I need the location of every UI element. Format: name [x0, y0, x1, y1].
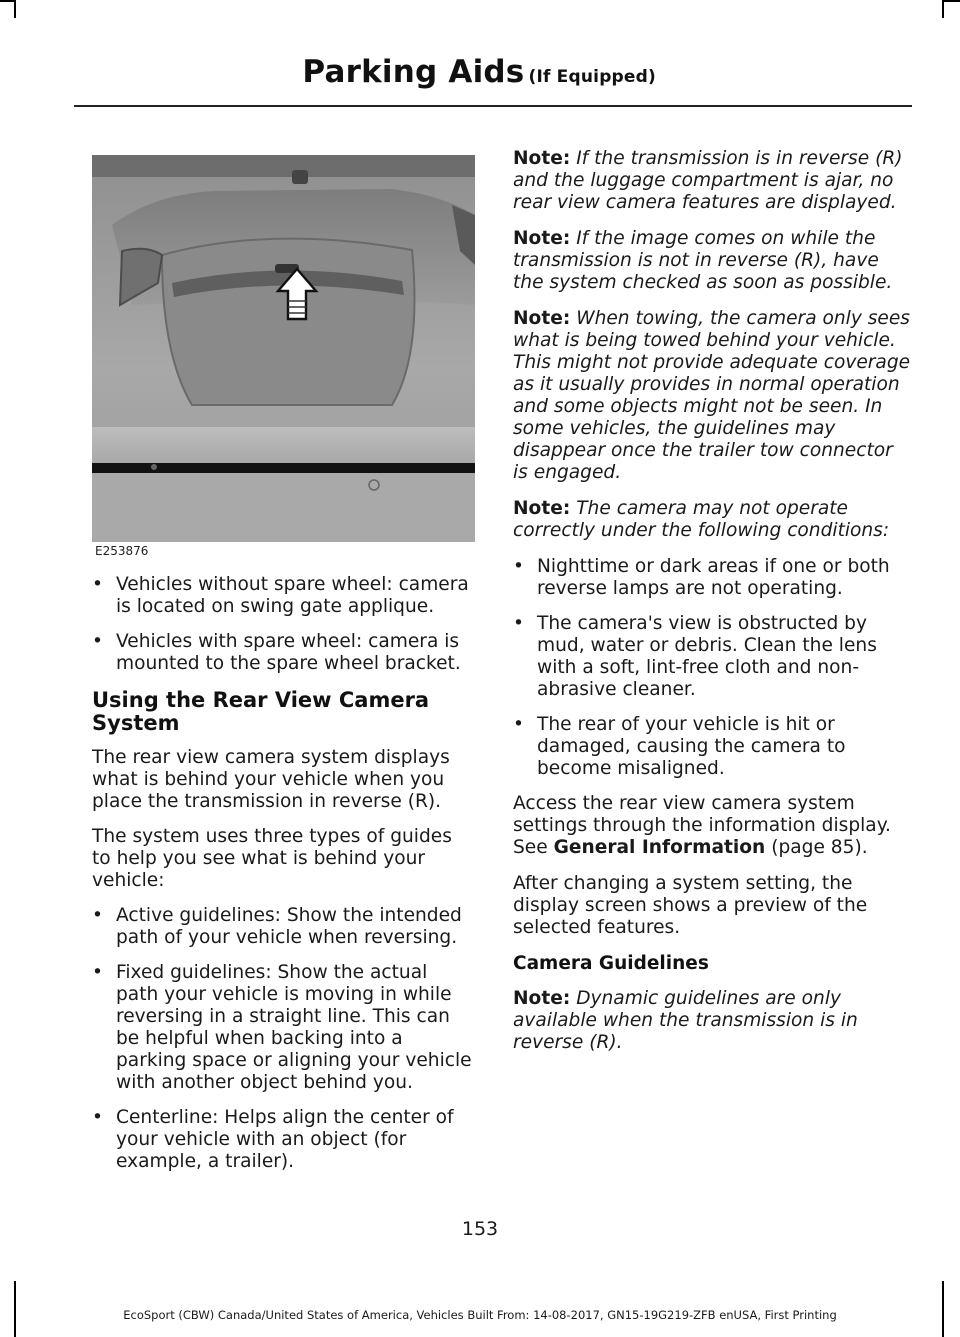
- list-item: • Fixed guidelines: Show the actual path your vehicle is moving in while reversing in a straight line. This can be helpful when backing into a parking space or aligning your vehicle with another object behind you.: [92, 962, 472, 1093]
- subsection-heading: Camera Guidelines: [513, 953, 709, 974]
- note-label: Note:: [513, 308, 571, 329]
- crop-mark: [942, 0, 944, 18]
- cross-reference-link[interactable]: General Information: [553, 837, 766, 858]
- header-divider: [74, 105, 912, 107]
- camera-conditions-list: [513, 556, 911, 780]
- note-label: Note:: [513, 228, 571, 249]
- figure-id: E253876: [95, 544, 149, 558]
- list-item: • The camera's view is obstructed by mud, water or debris. Clean the lens with a soft, lint-free cloth and non-abrasive cleaner.: [513, 613, 877, 700]
- bullet-glyph: •: [513, 556, 524, 577]
- note-label: Note:: [513, 148, 571, 169]
- list-item: • Vehicles without spare wheel: camera is located on swing gate applique.: [92, 574, 469, 617]
- bullet-glyph: •: [513, 613, 524, 634]
- list-item: • Vehicles with spare wheel: camera is mounted to the spare wheel bracket.: [92, 631, 461, 674]
- paragraph: The rear view camera system displays what is behind your vehicle when you place the transmission in reverse (R).: [92, 747, 450, 812]
- list-item: • Nighttime or dark areas if one or both reverse lamps are not operating.: [513, 556, 890, 599]
- note: Note: Dynamic guidelines are only available when the transmission is in reverse (R).: [513, 988, 858, 1053]
- left-column: [92, 155, 475, 1186]
- rear-camera-illustration: [92, 155, 475, 542]
- bullet-glyph: •: [92, 574, 103, 595]
- bullet-glyph: •: [92, 631, 103, 652]
- section-heading: Using the Rear View Camera System: [92, 688, 430, 735]
- paragraph: Access the rear view camera system settings through the information display. See General Information (page 85).: [513, 793, 891, 858]
- header-subtitle: (If Equipped): [528, 67, 656, 87]
- note: Note: The camera may not operate correctly under the following conditions:: [513, 498, 890, 541]
- right-column: [513, 148, 911, 1068]
- note: Note: If the transmission is in reverse (R) and the luggage compartment is ajar, no rear view camera features are displayed.: [513, 148, 903, 213]
- camera-location-list: [92, 574, 475, 675]
- page-header-title: [302, 54, 656, 90]
- paragraph: The system uses three types of guides to help you see what is behind your vehicle:: [92, 826, 452, 891]
- list-item: • The rear of your vehicle is hit or damaged, causing the camera to become misaligned.: [513, 714, 846, 779]
- crop-mark: [14, 0, 16, 18]
- note-label: Note:: [513, 498, 571, 519]
- footer-text: EcoSport (CBW) Canada/United States of America, Vehicles Built From: 14-08-2017, GN15-19G219-ZFB enUSA, First Printing: [123, 1308, 837, 1322]
- bullet-glyph: •: [92, 962, 103, 983]
- crop-mark: [944, 0, 960, 2]
- note-label: Note:: [513, 988, 571, 1009]
- bullet-glyph: •: [513, 714, 524, 735]
- bullet-glyph: •: [92, 1107, 103, 1128]
- bullet-glyph: •: [92, 905, 103, 926]
- note: Note: If the image comes on while the transmission is not in reverse (R), have the system checked as soon as possible.: [513, 228, 893, 293]
- header-title-text: Parking Aids: [302, 54, 525, 90]
- guide-types-list: [92, 905, 475, 1173]
- note: Note: When towing, the camera only sees what is being towed behind your vehicle. This might not provide adequate coverage as it usually provides in normal operation and some objects might not be seen. In some vehicles, the guidelines may disappear once the trailer tow connector is engaged.: [513, 308, 911, 483]
- vehicle-rear-image: [92, 155, 475, 542]
- list-item: • Centerline: Helps align the center of your vehicle with an object (for example, a trailer).: [92, 1107, 454, 1172]
- list-item: • Active guidelines: Show the intended path of your vehicle when reversing.: [92, 905, 462, 948]
- paragraph: After changing a system setting, the display screen shows a preview of the selected features.: [513, 873, 868, 938]
- page-number: 153: [461, 1218, 499, 1240]
